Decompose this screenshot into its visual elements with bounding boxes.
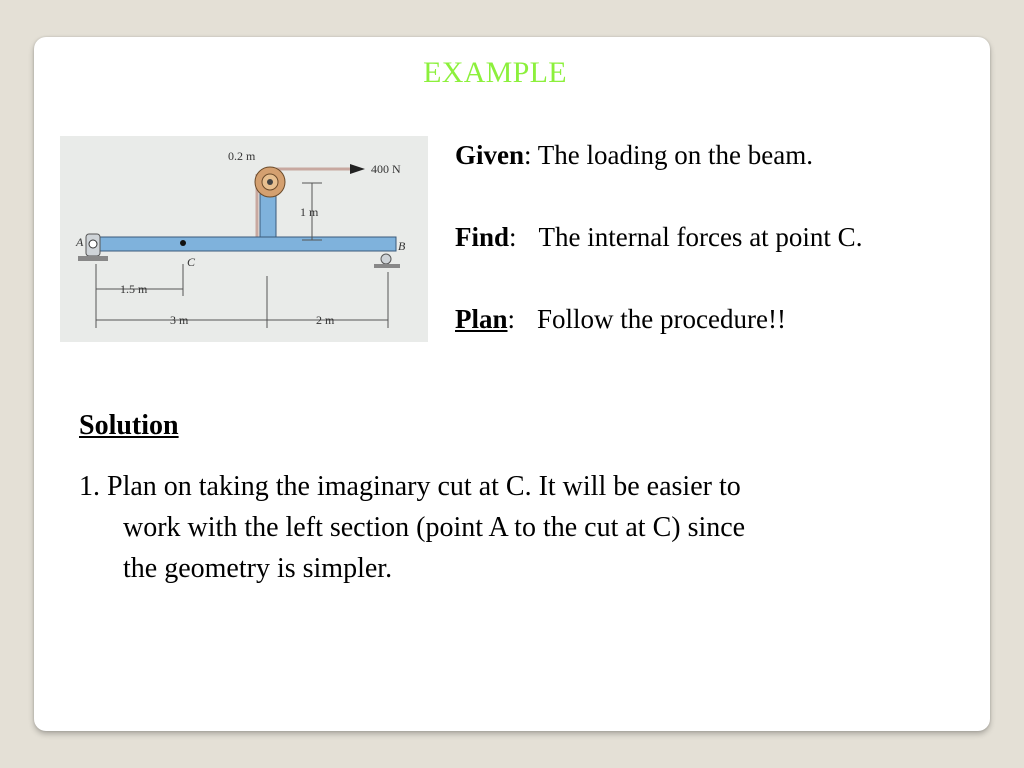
find-line: [455, 222, 862, 253]
given-line: [455, 140, 813, 171]
label-point-c: C: [187, 255, 196, 269]
label-point-a: A: [76, 235, 84, 249]
solution-step-1: [79, 466, 939, 589]
pulley-pin: [267, 179, 273, 185]
pin-a: [89, 240, 97, 248]
ground-b: [374, 264, 400, 268]
plan-text: Follow the procedure!!: [537, 304, 786, 334]
find-text: The internal forces at point C.: [538, 222, 863, 252]
find-colon: :: [509, 222, 517, 252]
label-point-b: B: [398, 239, 406, 253]
plan-label: Plan: [455, 304, 508, 334]
step-1-line-2: work with the left section (point A to the cut at C) since: [123, 512, 746, 543]
force-arrowhead: [350, 164, 365, 174]
given-label: Given: [455, 140, 525, 170]
solution-heading: Solution: [79, 410, 179, 441]
step-1-line-1: 1. Plan on taking the imaginary cut at C. It will be easier to: [79, 471, 741, 502]
point-c-dot: [180, 240, 186, 246]
label-radius: 0.2 m: [228, 149, 256, 163]
label-force: 400 N: [371, 162, 401, 176]
find-label: Find: [455, 222, 510, 252]
beam-figure: [60, 136, 428, 342]
ground-a: [78, 256, 108, 261]
step-1-line-3: the geometry is simpler.: [123, 553, 393, 584]
slide-title: EXAMPLE: [423, 56, 567, 89]
label-dim-1: 1.5 m: [120, 282, 148, 296]
label-height: 1 m: [300, 205, 319, 219]
beam-diagram: [60, 136, 428, 342]
main-beam: [92, 237, 396, 251]
plan-colon: :: [507, 304, 516, 334]
label-dim-3: 2 m: [316, 313, 335, 327]
roller-b: [381, 254, 391, 264]
given-text: : The loading on the beam.: [524, 140, 813, 170]
plan-line: [455, 304, 786, 335]
label-dim-2: 3 m: [170, 313, 189, 327]
